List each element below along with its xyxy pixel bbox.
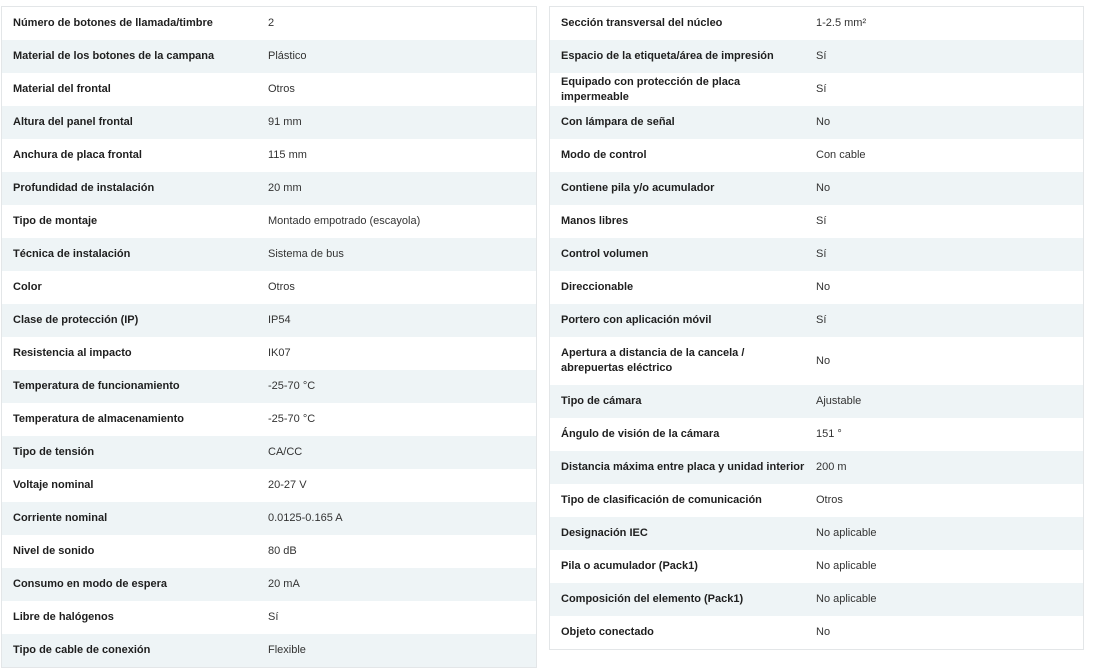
spec-value: Ajustable <box>816 395 862 407</box>
spec-value: -25-70 °C <box>268 380 316 392</box>
spec-label: Sección transversal del núcleo <box>561 17 723 29</box>
spec-row <box>550 106 1083 139</box>
spec-row <box>2 271 536 304</box>
spec-row <box>550 139 1083 172</box>
spec-row <box>2 403 536 436</box>
spec-label: Contiene pila y/o acumulador <box>561 182 715 194</box>
spec-row <box>550 304 1083 337</box>
spec-row <box>550 172 1083 205</box>
spec-label: Objeto conectado <box>561 626 654 638</box>
spec-label: Libre de halógenos <box>13 611 114 623</box>
spec-value: 20 mA <box>268 578 300 590</box>
spec-label: Anchura de placa frontal <box>13 149 142 161</box>
spec-label: Nivel de sonido <box>13 545 95 557</box>
spec-row <box>550 451 1083 484</box>
spec-value: No aplicable <box>816 593 877 605</box>
spec-value: IK07 <box>268 347 291 359</box>
spec-label: Manos libres <box>561 215 629 227</box>
spec-label: Composición del elemento (Pack1) <box>561 593 744 605</box>
spec-row <box>2 7 536 40</box>
spec-value: Sí <box>816 50 827 62</box>
spec-label: Material de los botones de la campana <box>13 50 215 62</box>
spec-value: Sí <box>816 248 827 260</box>
spec-row <box>550 517 1083 550</box>
spec-row <box>2 634 536 667</box>
spec-label: Resistencia al impacto <box>13 347 132 359</box>
spec-label: Material del frontal <box>13 83 111 95</box>
spec-value: 115 mm <box>268 149 307 161</box>
right-specs-table <box>549 6 1084 650</box>
spec-row <box>2 205 536 238</box>
spec-value: 20-27 V <box>268 479 307 491</box>
spec-value: 91 mm <box>268 116 302 128</box>
spec-row <box>550 385 1083 418</box>
spec-label: Portero con aplicación móvil <box>561 314 712 326</box>
spec-value: 20 mm <box>268 182 302 194</box>
left-specs-table <box>1 6 537 668</box>
spec-label: Direccionable <box>561 281 634 293</box>
spec-row <box>2 502 536 535</box>
spec-label: Ángulo de visión de la cámara <box>561 428 720 440</box>
spec-row <box>550 271 1083 304</box>
spec-value: 1-2.5 mm² <box>816 17 867 29</box>
spec-value: Sistema de bus <box>268 248 344 260</box>
spec-row <box>2 73 536 106</box>
spec-value: No <box>816 354 831 367</box>
spec-label: Técnica de instalación <box>13 248 131 260</box>
spec-value: 2 <box>268 17 275 29</box>
spec-label: Designación IEC <box>561 527 648 539</box>
spec-label: Tipo de tensión <box>13 446 95 458</box>
spec-row <box>2 139 536 172</box>
spec-label: Temperatura de almacenamiento <box>13 413 184 425</box>
spec-value: Otros <box>268 281 295 293</box>
spec-value: Montado empotrado (escayola) <box>268 215 421 227</box>
spec-row <box>550 550 1083 583</box>
spec-row <box>2 469 536 502</box>
spec-label: Número de botones de llamada/timbre <box>13 17 213 29</box>
spec-row <box>550 238 1083 271</box>
spec-row <box>550 40 1083 73</box>
spec-label: Tipo de montaje <box>13 215 98 227</box>
spec-row <box>550 7 1083 40</box>
spec-label: Distancia máxima entre placa y unidad interior <box>561 461 805 473</box>
spec-value: Sí <box>268 611 279 623</box>
spec-row <box>2 304 536 337</box>
spec-value: No aplicable <box>816 560 877 572</box>
spec-label: Corriente nominal <box>13 512 108 524</box>
spec-value: Otros <box>816 494 843 506</box>
spec-label: Espacio de la etiqueta/área de impresión <box>561 50 774 62</box>
spec-label: Temperatura de funcionamiento <box>13 380 180 392</box>
spec-value: -25-70 °C <box>268 413 316 425</box>
spec-row <box>2 238 536 271</box>
spec-row <box>550 337 1083 385</box>
spec-value: No <box>816 116 831 128</box>
spec-row <box>2 106 536 139</box>
spec-value: 0.0125-0.165 A <box>268 512 343 524</box>
spec-value: Sí <box>816 215 827 227</box>
spec-label: Modo de control <box>561 149 647 161</box>
spec-value: Flexible <box>268 644 306 656</box>
spec-label: Apertura a distancia de la cancela / abrepuertas eléctrico <box>561 347 745 374</box>
spec-row <box>2 535 536 568</box>
spec-row <box>550 484 1083 517</box>
spec-label: Profundidad de instalación <box>13 182 155 194</box>
spec-value: IP54 <box>268 314 291 326</box>
spec-value: 80 dB <box>268 545 297 557</box>
spec-label: Tipo de cable de conexión <box>13 644 151 656</box>
spec-row <box>2 337 536 370</box>
spec-label: Equipado con protección de placa impermeable <box>561 75 741 103</box>
spec-row <box>550 73 1083 106</box>
spec-value: Sí <box>816 314 827 326</box>
spec-label: Color <box>13 281 42 293</box>
spec-row <box>550 205 1083 238</box>
spec-row <box>550 616 1083 649</box>
spec-row <box>2 436 536 469</box>
spec-label: Clase de protección (IP) <box>13 314 139 326</box>
spec-label: Voltaje nominal <box>13 479 94 491</box>
spec-value: 200 m <box>816 461 847 473</box>
spec-row <box>2 40 536 73</box>
spec-value: CA/CC <box>268 446 303 458</box>
spec-label: Consumo en modo de espera <box>13 578 168 590</box>
spec-label: Tipo de cámara <box>561 395 642 407</box>
spec-value: Sí <box>816 83 827 95</box>
spec-value: No <box>816 626 831 638</box>
spec-value: Plástico <box>268 50 307 62</box>
spec-value: No aplicable <box>816 527 877 539</box>
spec-label: Tipo de clasificación de comunicación <box>561 494 762 506</box>
spec-value: Otros <box>268 83 295 95</box>
spec-row <box>550 418 1083 451</box>
spec-row <box>2 601 536 634</box>
spec-row <box>2 568 536 601</box>
spec-label: Altura del panel frontal <box>13 116 133 128</box>
spec-value: 151 ° <box>816 428 842 440</box>
spec-row <box>2 370 536 403</box>
spec-value: No <box>816 281 831 293</box>
spec-value: No <box>816 182 831 194</box>
spec-row <box>2 172 536 205</box>
spec-row <box>550 583 1083 616</box>
spec-label: Control volumen <box>561 248 649 260</box>
spec-value: Con cable <box>816 149 866 161</box>
spec-label: Con lámpara de señal <box>561 116 675 128</box>
spec-label: Pila o acumulador (Pack1) <box>561 560 698 572</box>
